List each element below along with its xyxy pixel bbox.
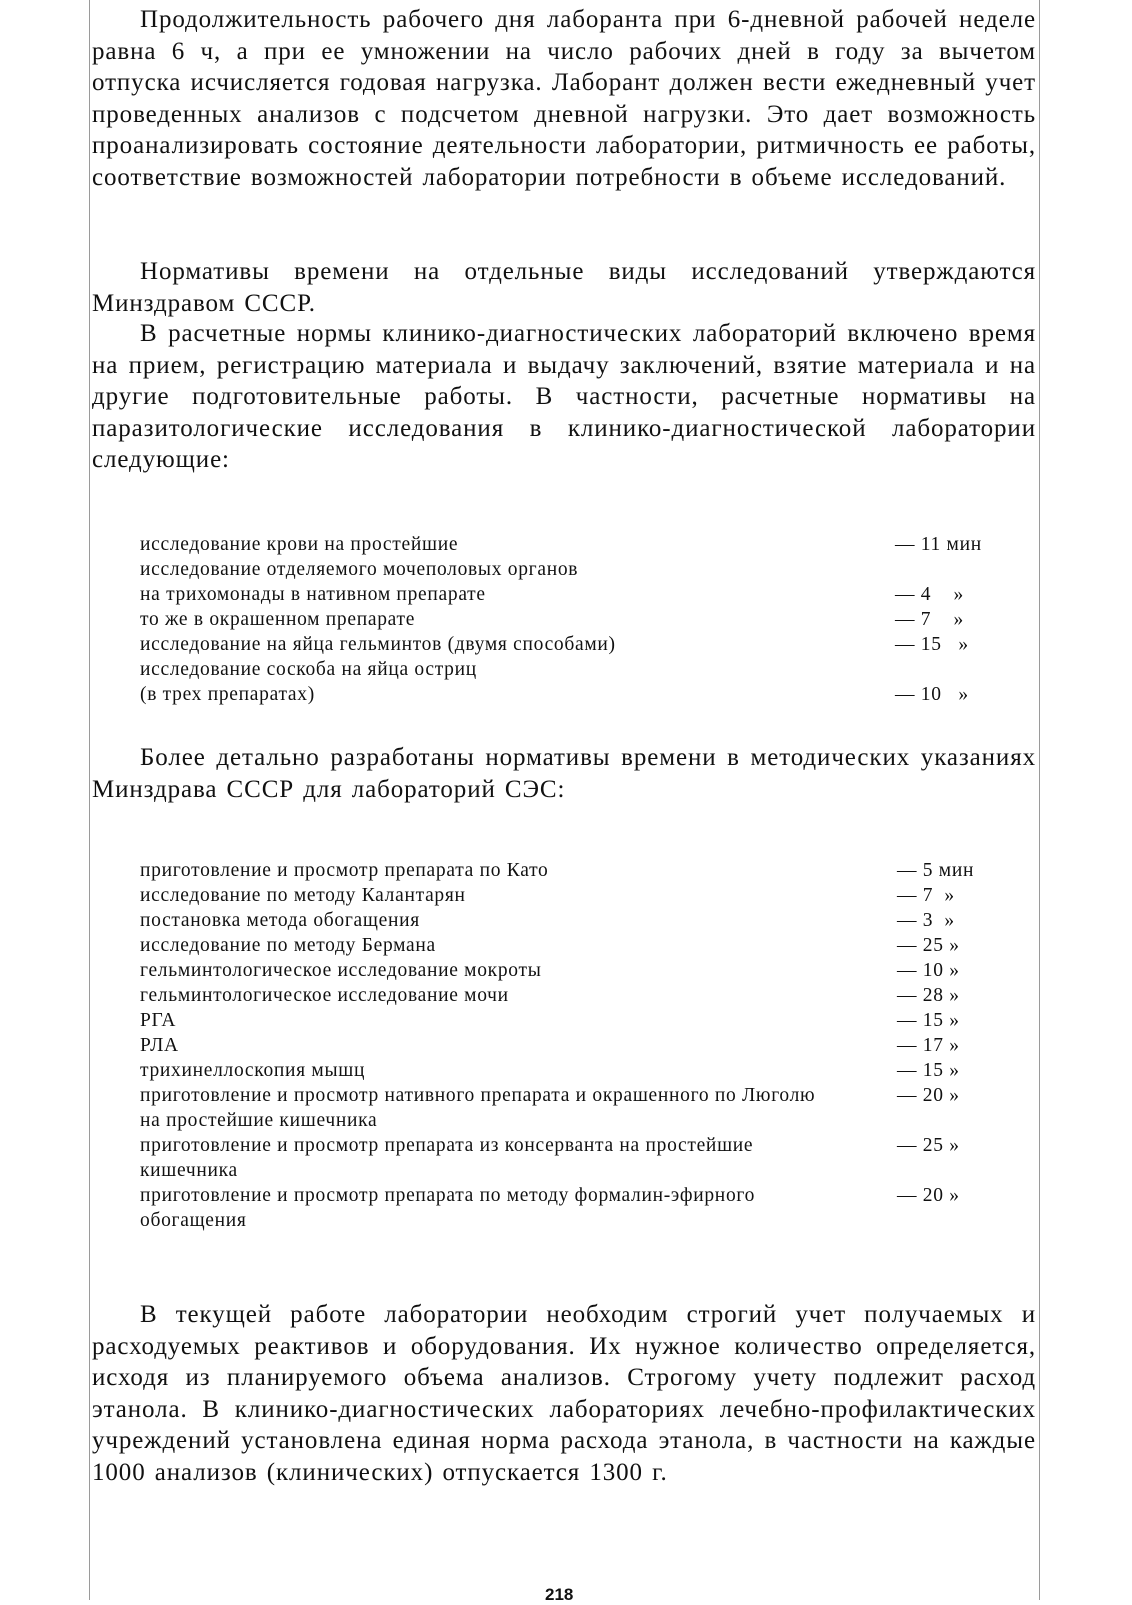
list-item (140, 632, 1000, 657)
list-item-label: гельминтологическое исследование мокроты (140, 960, 542, 981)
page-number: 218 (545, 1585, 574, 1604)
list-item-value: — 7 » (897, 885, 955, 906)
list-item-label: РГА (140, 1010, 177, 1031)
list-item (140, 582, 1000, 607)
list-item (140, 532, 1000, 557)
list-item (140, 1033, 1000, 1058)
list-item (140, 657, 1000, 682)
list-item (140, 883, 1000, 908)
list-item-label: постановка метода обогащения (140, 910, 420, 931)
page-border-right (1039, 0, 1040, 1600)
page-border-left (89, 0, 90, 1600)
list-item-label: (в трех препаратах) (140, 684, 315, 705)
list-item-label: РЛА (140, 1035, 179, 1056)
list-item (140, 607, 1000, 632)
list-item-value: — 15 » (895, 634, 969, 655)
list-item-value: — 3 » (897, 910, 955, 931)
list-item (140, 1058, 1000, 1083)
list-item-value: — 28 » (897, 985, 960, 1006)
list-item-value: — 17 » (897, 1035, 960, 1056)
list-item-label: приготовление и просмотр нативного препарата и окрашенного по Люголю на простейшие кишечника (140, 1085, 816, 1131)
book-page (92, 0, 1036, 1600)
list-item (140, 908, 1000, 933)
list-item-label: на трихомонады в нативном препарате (140, 584, 486, 605)
list-item-label: приготовление и просмотр препарата по методу формалин-эфирного обогащения (140, 1185, 756, 1231)
list-item-value: — 15 » (897, 1060, 960, 1081)
list-item-value: — 15 » (897, 1010, 960, 1031)
list-item-value: — 10 » (895, 684, 969, 705)
list-item-label: исследование на яйца гельминтов (двумя способами) (140, 634, 616, 655)
list-item-label: исследование крови на простейшие (140, 534, 459, 555)
list-item (140, 1008, 1000, 1033)
paragraph-calculated-norms: В расчетные нормы клинико-диагностических лабораторий включено время на прием, регистрацию материала и выдачу заключений, взятие материала и на другие подготовительные работы. В частности, расчетные нормативы на паразитологические исследования в клинико-диагностической лаборатории следующие: (92, 320, 1036, 473)
list-item-label: исследование соскоба на яйца остриц (140, 659, 477, 680)
list-item (140, 557, 1000, 582)
list-item (140, 958, 1000, 983)
parasitology-norms-list (140, 532, 1000, 707)
list-item-value: — 20 » (897, 1185, 960, 1206)
ses-norms-list (140, 858, 1000, 1233)
list-item (140, 1183, 1000, 1233)
list-item-value: — 7 » (895, 609, 964, 630)
list-item-value: — 5 мин (897, 860, 975, 881)
list-item-label: гельминтологическое исследование мочи (140, 985, 509, 1006)
list-item-label: приготовление и просмотр препарата из консерванта на простейшие кишечника (140, 1135, 754, 1181)
list-item-value: — 11 мин (895, 534, 982, 555)
list-item (140, 933, 1000, 958)
list-item-value: — 10 » (897, 960, 960, 981)
list-item (140, 1083, 1000, 1133)
list-item-label: исследование по методу Калантарян (140, 885, 466, 906)
paragraph-detailed-norms: Более детально разработаны нормативы времени в методических указаниях Минздрава СССР для лабораторий СЭС: (92, 744, 1036, 803)
paragraph-workday-duration: Продолжительность рабочего дня лаборанта при 6-дневной рабочей неделе равна 6 ч, а при ее умножении на число рабочих дней в году за вычетом отпуска исчисляется годовая нагрузка. Лаборант должен вести ежедневный учет проведенных анализов с подсчетом дневной нагрузки. Это дает возможность проанализировать состояние деятельности лаборатории, ритмичность ее работы, соответствие возможностей лаборатории потребности в объеме исследований. (92, 6, 1036, 191)
paragraph-reagent-accounting: В текущей работе лаборатории необходим строгий учет получаемых и расходуемых реактивов и оборудования. Их нужное количество определяется, исходя из планируемого объема анализов. Строгому учету подлежит расход этанола. В клинико-диагностических лабораториях лечебно-профилактических учреждений установлена единая норма расхода этанола, в частности на каждые 1000 анализов (клинических) отпускается 1300 г. (92, 1301, 1036, 1486)
list-item-value: — 25 » (897, 1135, 960, 1156)
list-item-label: исследование отделяемого мочеполовых органов (140, 559, 579, 580)
list-item (140, 1133, 1000, 1183)
list-item-label: трихинеллоскопия мышц (140, 1060, 366, 1081)
list-item (140, 682, 1000, 707)
list-item-label: то же в окрашенном препарате (140, 609, 416, 630)
list-item-value: — 25 » (897, 935, 960, 956)
list-item-label: исследование по методу Бермана (140, 935, 436, 956)
paragraph-time-norms: Нормативы времени на отдельные виды исследований утверждаются Минздравом СССР. (92, 258, 1036, 317)
list-item-value: — 4 » (895, 584, 964, 605)
list-item (140, 858, 1000, 883)
list-item-label: приготовление и просмотр препарата по Като (140, 860, 549, 881)
list-item (140, 983, 1000, 1008)
list-item-value: — 20 » (897, 1085, 960, 1106)
